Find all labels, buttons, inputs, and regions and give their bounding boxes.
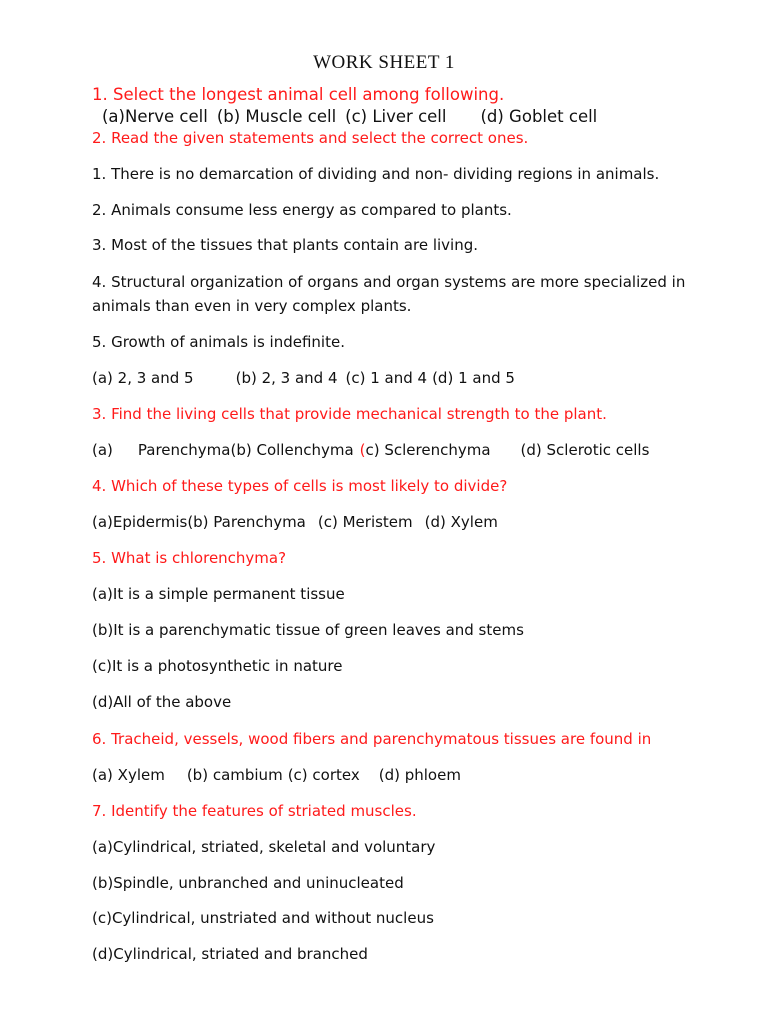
q3-option-d: (d) Sclerotic cells xyxy=(520,441,650,459)
question-4: 4. Which of these types of cells is most likely to divide? xyxy=(92,477,508,495)
q7-option-c: (c)Cylindrical, unstriated and without nucleus xyxy=(92,909,434,927)
q3-option-b: (b) Collenchyma xyxy=(230,441,354,459)
question-6: 6. Tracheid, vessels, wood fibers and parenchymatous tissues are found in xyxy=(92,730,652,748)
q3-option-a: Parenchyma xyxy=(137,441,231,459)
q6-option-d: (d) phloem xyxy=(378,766,461,784)
question-2: 2. Read the given statements and select the correct ones. xyxy=(92,129,529,147)
q5-option-a: (a)It is a simple permanent tissue xyxy=(92,585,345,603)
q2-statement-1: 1. There is no demarcation of dividing and non- dividing regions in animals. xyxy=(92,165,660,183)
q4-option-a: (a)Epidermis xyxy=(92,513,188,531)
q1-option-a: (a)Nerve cell xyxy=(102,107,208,126)
q4-options xyxy=(92,511,498,533)
q4-option-b: (b) Parenchyma xyxy=(187,513,306,531)
q2-option-c: (c) 1 and 4 xyxy=(345,369,428,387)
q2-statement-5: 5. Growth of animals is indefinite. xyxy=(92,333,345,351)
q6-option-b: (b) cambium xyxy=(186,766,283,784)
q4-option-c: (c) Meristem xyxy=(317,513,413,531)
q4-option-d: (d) Xylem xyxy=(424,513,498,531)
q2-statement-4-cont: animals than even in very complex plants. xyxy=(92,297,412,315)
question-1-options xyxy=(102,106,597,128)
q6-options xyxy=(92,764,461,786)
q2-options xyxy=(92,367,515,389)
question-7: 7. Identify the features of striated muscles. xyxy=(92,802,417,820)
q3-option-a-label: (a) xyxy=(92,441,113,459)
q2-option-b: (b) 2, 3 and 4 xyxy=(235,369,338,387)
q3-option-c: c) Sclerenchyma xyxy=(365,441,491,459)
q7-option-b: (b)Spindle, unbranched and uninucleated xyxy=(92,874,404,892)
q2-statement-2: 2. Animals consume less energy as compared to plants. xyxy=(92,201,512,219)
q2-option-d: (d) 1 and 5 xyxy=(432,369,515,387)
q6-option-c: (c) cortex xyxy=(287,766,360,784)
q2-statement-3: 3. Most of the tissues that plants contain are living. xyxy=(92,236,479,254)
question-5: 5. What is chlorenchyma? xyxy=(92,549,287,567)
q7-option-a: (a)Cylindrical, striated, skeletal and voluntary xyxy=(92,838,436,856)
q7-option-d: (d)Cylindrical, striated and branched xyxy=(92,945,368,963)
q3-option-c-paren: ( xyxy=(359,441,366,459)
q5-option-c: (c)It is a photosynthetic in nature xyxy=(92,657,343,675)
q2-statement-4: 4. Structural organization of organs and organ systems are more specialized in xyxy=(92,273,686,291)
question-1: 1. Select the longest animal cell among following. xyxy=(92,85,505,104)
q1-option-b: (b) Muscle cell xyxy=(216,107,337,126)
worksheet-title: WORK SHEET 1 xyxy=(313,52,455,73)
question-3: 3. Find the living cells that provide mechanical strength to the plant. xyxy=(92,405,607,423)
q1-option-d: (d) Goblet cell xyxy=(480,107,598,126)
q1-option-c: (c) Liver cell xyxy=(345,107,447,126)
q2-option-a: (a) 2, 3 and 5 xyxy=(92,369,194,387)
q6-option-a: (a) Xylem xyxy=(92,766,165,784)
q5-option-d: (d)All of the above xyxy=(92,693,232,711)
q3-options xyxy=(92,439,649,461)
q5-option-b: (b)It is a parenchymatic tissue of green leaves and stems xyxy=(92,621,524,639)
